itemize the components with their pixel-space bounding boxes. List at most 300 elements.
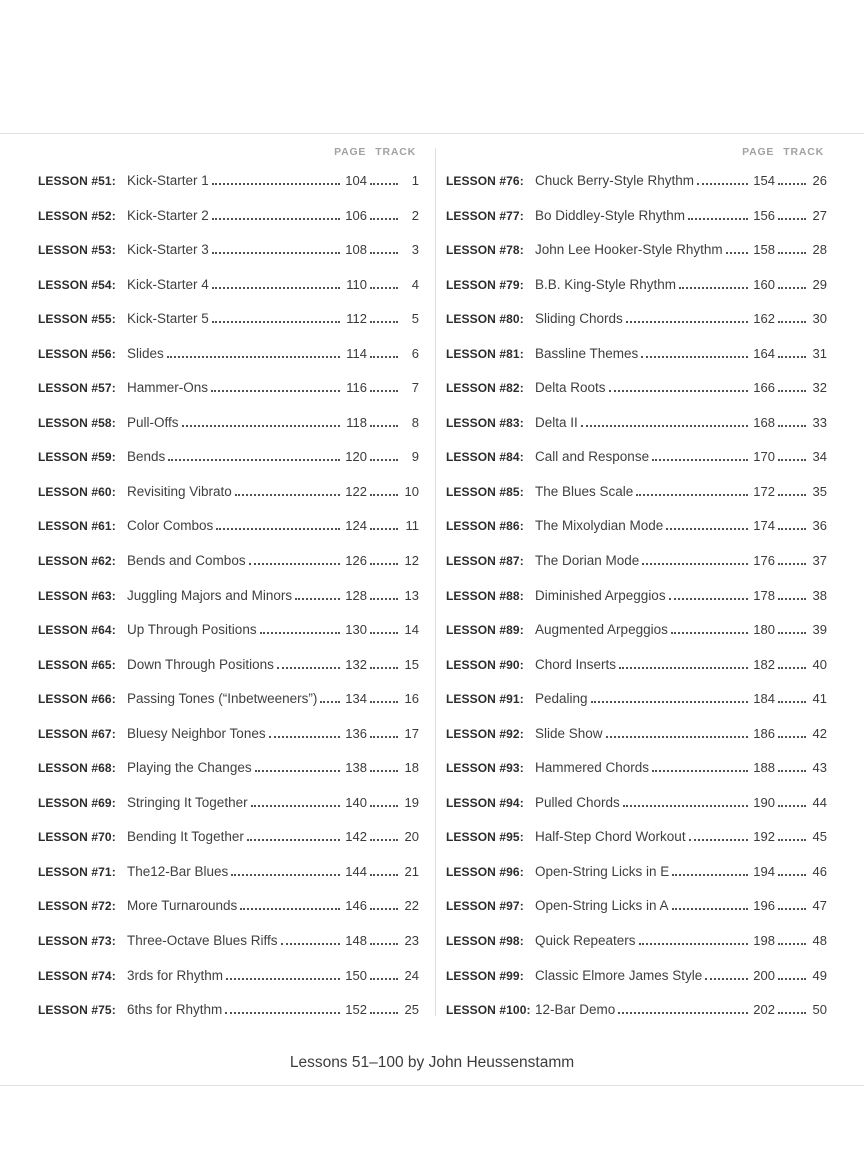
toc-entry xyxy=(446,302,827,337)
lesson-number-label: LESSON #85: xyxy=(446,484,524,499)
toc-entry xyxy=(446,959,827,994)
lesson-number-label: LESSON #51: xyxy=(38,174,116,188)
page-number: 186 xyxy=(753,725,775,741)
page-number: 190 xyxy=(753,794,775,810)
lesson-number-label: LESSON #79: xyxy=(446,277,524,292)
dot-leader xyxy=(619,667,748,669)
dot-leader xyxy=(168,459,340,461)
track-number: 50 xyxy=(812,1002,827,1018)
dot-leader xyxy=(370,218,398,220)
dot-leader xyxy=(182,425,340,427)
toc-entry xyxy=(38,544,419,579)
dot-leader xyxy=(260,632,340,634)
lesson-number-label: LESSON #100: xyxy=(446,1003,531,1018)
track-number: 5 xyxy=(411,311,419,327)
dot-leader xyxy=(370,736,398,738)
page-number: 198 xyxy=(753,933,775,949)
dot-leader xyxy=(370,805,398,807)
dot-leader xyxy=(642,563,748,565)
dot-leader xyxy=(281,943,340,945)
lesson-number-label: LESSON #62: xyxy=(38,554,116,569)
page-number: 128 xyxy=(345,587,367,603)
track-number: 49 xyxy=(812,967,827,983)
dot-leader xyxy=(240,908,340,910)
page-number: 142 xyxy=(345,829,367,845)
page-number: 188 xyxy=(753,760,775,776)
dot-leader xyxy=(370,252,398,254)
dot-leader xyxy=(370,528,398,530)
dot-leader xyxy=(639,943,748,945)
dot-leader xyxy=(216,528,340,530)
column-header-row xyxy=(446,146,827,164)
dot-leader xyxy=(370,459,398,461)
lesson-title: Quick Repeaters xyxy=(535,933,636,949)
lesson-title: The Mixolydian Mode xyxy=(535,518,664,534)
track-number: 7 xyxy=(411,380,419,396)
lesson-title: 6ths for Rhythm xyxy=(127,1002,223,1018)
lesson-number-label: LESSON #57: xyxy=(38,381,116,396)
track-column-header: TRACK xyxy=(783,146,824,158)
lesson-title: Bending It Together xyxy=(127,829,244,845)
page-number: 120 xyxy=(345,449,367,465)
toc-entry xyxy=(446,337,827,372)
page-number: 114 xyxy=(346,345,367,361)
toc-entry xyxy=(446,717,827,752)
dot-leader xyxy=(697,183,748,185)
dot-leader xyxy=(370,874,398,876)
dot-leader xyxy=(778,874,806,876)
track-number: 29 xyxy=(812,276,827,292)
page-number: 154 xyxy=(753,173,775,188)
toc-column-right xyxy=(446,146,827,1028)
dot-leader xyxy=(778,770,806,772)
page-number: 140 xyxy=(345,794,367,810)
track-number: 2 xyxy=(411,207,419,223)
dot-leader xyxy=(606,736,748,738)
lesson-number-label: LESSON #96: xyxy=(446,864,524,879)
track-number: 23 xyxy=(404,933,419,949)
lesson-title: Pulled Chords xyxy=(535,794,620,810)
toc-entries-left xyxy=(38,164,419,1028)
page-number: 162 xyxy=(753,311,775,327)
page-number: 122 xyxy=(345,483,367,499)
page-number: 112 xyxy=(346,311,367,327)
lesson-number-label: LESSON #59: xyxy=(38,450,116,465)
dot-leader xyxy=(671,632,748,634)
dot-leader xyxy=(778,1012,806,1014)
toc-entry xyxy=(446,786,827,821)
dot-leader xyxy=(212,218,340,220)
dot-leader xyxy=(778,943,806,945)
page-number: 136 xyxy=(345,725,367,741)
lesson-title: B.B. King-Style Rhythm xyxy=(535,276,677,292)
lesson-number-label: LESSON #71: xyxy=(38,864,116,879)
toc-entry xyxy=(446,855,827,890)
lesson-number-label: LESSON #58: xyxy=(38,415,116,430)
dot-leader xyxy=(370,908,398,910)
toc-entry xyxy=(38,959,419,994)
toc-column-left xyxy=(38,146,419,1028)
toc-entry xyxy=(446,820,827,855)
dot-leader xyxy=(778,805,806,807)
page-number: 110 xyxy=(346,276,367,292)
track-number: 32 xyxy=(812,380,827,396)
toc-entries-right xyxy=(446,164,827,1028)
lesson-number-label: LESSON #75: xyxy=(38,1003,116,1018)
toc-entry xyxy=(446,751,827,786)
dot-leader xyxy=(247,839,340,841)
toc-entry xyxy=(38,268,419,303)
track-number: 42 xyxy=(812,725,827,741)
column-header-row xyxy=(38,146,419,164)
lesson-title: Kick-Starter 2 xyxy=(127,207,209,223)
track-number: 16 xyxy=(404,691,419,707)
page-number: 116 xyxy=(346,380,367,396)
lesson-title: Bends and Combos xyxy=(127,553,246,569)
track-number: 1 xyxy=(411,173,419,188)
dot-leader xyxy=(652,770,748,772)
dot-leader xyxy=(618,1012,748,1014)
lesson-number-label: LESSON #72: xyxy=(38,899,116,914)
dot-leader xyxy=(778,425,806,427)
dot-leader xyxy=(778,563,806,565)
lesson-title: The12-Bar Blues xyxy=(127,863,229,879)
toc-entry xyxy=(446,579,827,614)
lesson-number-label: LESSON #94: xyxy=(446,795,524,810)
toc-entry xyxy=(446,682,827,717)
page-number: 164 xyxy=(753,345,775,361)
track-number: 28 xyxy=(812,242,827,258)
track-number: 30 xyxy=(812,311,827,327)
track-number: 34 xyxy=(812,449,827,465)
toc-entry xyxy=(38,855,419,890)
toc-entry xyxy=(38,889,419,924)
dot-leader xyxy=(231,874,340,876)
dot-leader xyxy=(235,494,340,496)
toc-entry xyxy=(446,440,827,475)
page-number: 150 xyxy=(345,967,367,983)
track-number: 27 xyxy=(812,207,827,223)
page-number: 202 xyxy=(753,1002,775,1018)
page-number: 166 xyxy=(753,380,775,396)
dot-leader xyxy=(581,425,748,427)
lesson-number-label: LESSON #88: xyxy=(446,588,524,603)
lesson-title: Slide Show xyxy=(535,725,603,741)
page-number: 184 xyxy=(753,691,775,707)
lesson-number-label: LESSON #74: xyxy=(38,968,116,983)
dot-leader xyxy=(370,321,398,323)
dot-leader xyxy=(679,287,748,289)
toc-entry xyxy=(446,993,827,1028)
lesson-title: Sliding Chords xyxy=(535,311,623,327)
page-column-header: PAGE xyxy=(334,146,367,158)
page-number: 196 xyxy=(753,898,775,914)
lesson-number-label: LESSON #92: xyxy=(446,726,524,741)
toc-entry xyxy=(38,682,419,717)
lesson-number-label: LESSON #61: xyxy=(38,519,116,534)
track-number: 41 xyxy=(812,691,827,707)
lesson-number-label: LESSON #63: xyxy=(38,588,116,603)
lesson-title: Up Through Positions xyxy=(127,622,257,638)
dot-leader xyxy=(212,252,340,254)
toc-entry xyxy=(446,613,827,648)
toc-entry xyxy=(446,544,827,579)
page-number: 104 xyxy=(345,173,367,188)
dot-leader xyxy=(167,356,340,358)
dot-leader xyxy=(370,1012,398,1014)
toc-entry xyxy=(38,751,419,786)
lesson-title: Bo Diddley-Style Rhythm xyxy=(535,207,686,223)
track-number: 18 xyxy=(404,760,419,776)
track-number: 11 xyxy=(405,518,419,534)
dot-leader xyxy=(225,1012,340,1014)
lesson-number-label: LESSON #76: xyxy=(446,174,524,188)
lesson-number-label: LESSON #65: xyxy=(38,657,116,672)
dot-leader xyxy=(370,701,398,703)
toc-entry xyxy=(38,924,419,959)
dot-leader xyxy=(689,839,748,841)
lesson-title: The Dorian Mode xyxy=(535,553,640,569)
lesson-number-label: LESSON #68: xyxy=(38,761,116,776)
track-number: 10 xyxy=(404,483,419,499)
toc-entry xyxy=(38,233,419,268)
lesson-title: Slides xyxy=(127,345,164,361)
lesson-number-label: LESSON #83: xyxy=(446,415,524,430)
track-number: 37 xyxy=(812,553,827,569)
lesson-number-label: LESSON #73: xyxy=(38,934,116,949)
dot-leader xyxy=(226,978,340,980)
dot-leader xyxy=(370,390,398,392)
toc-entry xyxy=(38,199,419,234)
dot-leader xyxy=(370,943,398,945)
page-number: 180 xyxy=(753,622,775,638)
lesson-title: Kick-Starter 1 xyxy=(127,173,209,188)
lesson-number-label: LESSON #53: xyxy=(38,243,116,258)
lesson-title: Open-String Licks in E xyxy=(535,863,670,879)
lesson-title: Delta Roots xyxy=(535,380,606,396)
page-number: 176 xyxy=(753,553,775,569)
dot-leader xyxy=(211,390,340,392)
dot-leader xyxy=(778,183,806,185)
dot-leader xyxy=(778,252,806,254)
lesson-number-label: LESSON #80: xyxy=(446,312,524,327)
dot-leader xyxy=(370,287,398,289)
toc-entry xyxy=(38,509,419,544)
lesson-number-label: LESSON #82: xyxy=(446,381,524,396)
track-number: 33 xyxy=(812,414,827,430)
lesson-title: Pedaling xyxy=(535,691,588,707)
dot-leader xyxy=(669,598,748,600)
toc-entry xyxy=(38,993,419,1028)
dot-leader xyxy=(370,563,398,565)
lesson-title: Hammered Chords xyxy=(535,760,650,776)
track-number: 46 xyxy=(812,863,827,879)
lesson-title: Color Combos xyxy=(127,518,214,534)
dot-leader xyxy=(688,218,748,220)
page-number: 118 xyxy=(346,414,367,430)
lesson-number-label: LESSON #70: xyxy=(38,830,116,845)
lesson-title: Delta II xyxy=(535,414,578,430)
track-number: 3 xyxy=(411,242,419,258)
lesson-number-label: LESSON #84: xyxy=(446,450,524,465)
dot-leader xyxy=(370,632,398,634)
dot-leader xyxy=(370,183,398,185)
track-number: 19 xyxy=(404,794,419,810)
dot-leader xyxy=(269,736,340,738)
track-number: 47 xyxy=(812,898,827,914)
page-number: 170 xyxy=(753,449,775,465)
lesson-number-label: LESSON #86: xyxy=(446,519,524,534)
page-number: 168 xyxy=(753,414,775,430)
page-number: 132 xyxy=(345,656,367,672)
toc-entry xyxy=(38,786,419,821)
lesson-title: Classic Elmore James Style xyxy=(535,967,703,983)
dot-leader xyxy=(778,598,806,600)
dot-leader xyxy=(672,874,748,876)
dot-leader xyxy=(249,563,340,565)
track-number: 13 xyxy=(404,587,419,603)
track-number: 8 xyxy=(411,414,419,430)
dot-leader xyxy=(212,183,340,185)
toc-entry xyxy=(446,371,827,406)
track-number: 48 xyxy=(812,933,827,949)
toc-entry xyxy=(38,406,419,441)
lesson-number-label: LESSON #69: xyxy=(38,795,116,810)
lesson-title: Chord Inserts xyxy=(535,656,617,672)
dot-leader xyxy=(778,978,806,980)
dot-leader xyxy=(591,701,748,703)
track-number: 9 xyxy=(411,449,419,465)
track-number: 36 xyxy=(812,518,827,534)
lesson-title: Open-String Licks in A xyxy=(535,898,669,914)
lesson-number-label: LESSON #55: xyxy=(38,312,116,327)
lesson-title: Kick-Starter 4 xyxy=(127,276,209,292)
dot-leader xyxy=(778,494,806,496)
toc-entry xyxy=(38,302,419,337)
track-number: 21 xyxy=(404,863,419,879)
toc-entry xyxy=(446,199,827,234)
dot-leader xyxy=(255,770,340,772)
track-number: 40 xyxy=(812,656,827,672)
page-number: 152 xyxy=(345,1002,367,1018)
lesson-number-label: LESSON #54: xyxy=(38,277,116,292)
lesson-title: 3rds for Rhythm xyxy=(127,967,224,983)
page-number: 194 xyxy=(753,863,775,879)
page-number: 182 xyxy=(753,656,775,672)
toc-entry xyxy=(446,268,827,303)
page-number: 148 xyxy=(345,933,367,949)
toc-entry xyxy=(446,509,827,544)
dot-leader xyxy=(370,667,398,669)
lesson-title: Revisiting Vibrato xyxy=(127,483,232,499)
dot-leader xyxy=(778,459,806,461)
lesson-title: Down Through Positions xyxy=(127,656,274,672)
lesson-title: Bluesy Neighbor Tones xyxy=(127,725,266,741)
lesson-number-label: LESSON #56: xyxy=(38,346,116,361)
dot-leader xyxy=(370,598,398,600)
toc-entry xyxy=(38,475,419,510)
page-number: 138 xyxy=(345,760,367,776)
dot-leader xyxy=(370,978,398,980)
page-number: 126 xyxy=(345,553,367,569)
lesson-number-label: LESSON #91: xyxy=(446,692,524,707)
lesson-title: John Lee Hooker-Style Rhythm xyxy=(535,242,723,258)
dot-leader xyxy=(370,839,398,841)
lesson-title: Playing the Changes xyxy=(127,760,252,776)
page-number: 108 xyxy=(345,242,367,258)
lesson-number-label: LESSON #66: xyxy=(38,692,116,707)
dot-leader xyxy=(705,978,748,980)
toc-entry xyxy=(38,717,419,752)
toc-entry xyxy=(38,440,419,475)
toc-entry xyxy=(446,406,827,441)
page-number: 146 xyxy=(345,898,367,914)
track-number: 43 xyxy=(812,760,827,776)
toc-entry xyxy=(446,233,827,268)
lesson-number-label: LESSON #81: xyxy=(446,346,524,361)
page-number: 158 xyxy=(753,242,775,258)
page-column-header: PAGE xyxy=(742,146,775,158)
track-number: 12 xyxy=(404,553,419,569)
track-number: 14 xyxy=(404,622,419,638)
lesson-number-label: LESSON #87: xyxy=(446,554,524,569)
toc-entry xyxy=(38,371,419,406)
bottom-rule xyxy=(0,1085,864,1086)
lesson-number-label: LESSON #64: xyxy=(38,623,116,638)
dot-leader xyxy=(778,528,806,530)
lesson-title: Half-Step Chord Workout xyxy=(535,829,686,845)
dot-leader xyxy=(277,667,340,669)
dot-leader xyxy=(778,736,806,738)
page-number: 200 xyxy=(753,967,775,983)
dot-leader xyxy=(778,667,806,669)
lesson-number-label: LESSON #60: xyxy=(38,484,116,499)
dot-leader xyxy=(666,528,748,530)
lesson-number-label: LESSON #77: xyxy=(446,208,524,223)
lesson-number-label: LESSON #97: xyxy=(446,899,524,914)
dot-leader xyxy=(778,321,806,323)
track-number: 20 xyxy=(404,829,419,845)
lesson-title: 12-Bar Demo xyxy=(535,1002,616,1018)
dot-leader xyxy=(672,908,748,910)
track-number: 4 xyxy=(411,276,419,292)
lesson-number-label: LESSON #78: xyxy=(446,243,524,258)
footer-credit: Lessons 51–100 by John Heussenstamm xyxy=(289,1054,575,1071)
dot-leader xyxy=(652,459,748,461)
lesson-number-label: LESSON #99: xyxy=(446,968,524,983)
dot-leader xyxy=(623,805,748,807)
lesson-number-label: LESSON #52: xyxy=(38,208,116,223)
lesson-title: The Blues Scale xyxy=(535,483,634,499)
track-number: 25 xyxy=(404,1002,419,1018)
toc-entry xyxy=(446,924,827,959)
track-number: 45 xyxy=(812,829,827,845)
lesson-number-label: LESSON #90: xyxy=(446,657,524,672)
dot-leader xyxy=(636,494,748,496)
toc-entry xyxy=(38,648,419,683)
page-number: 124 xyxy=(345,518,367,534)
dot-leader xyxy=(370,425,398,427)
lesson-number-label: LESSON #89: xyxy=(446,623,524,638)
page-number: 106 xyxy=(345,207,367,223)
lesson-title: Diminished Arpeggios xyxy=(535,587,666,603)
dot-leader xyxy=(778,632,806,634)
lesson-title: Pull-Offs xyxy=(127,414,179,430)
page-number: 144 xyxy=(345,863,367,879)
dot-leader xyxy=(778,839,806,841)
track-number: 15 xyxy=(404,656,419,672)
dot-leader xyxy=(778,908,806,910)
